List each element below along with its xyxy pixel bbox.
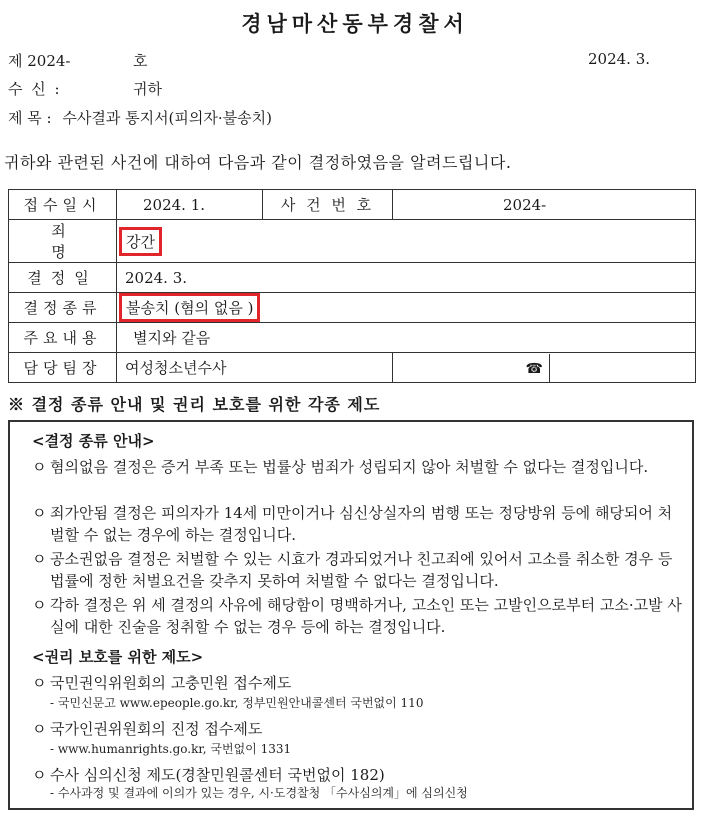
subject-label: 제 목 :: [8, 109, 52, 127]
page-title: 경남마산동부경찰서: [241, 11, 469, 36]
list-item: [32, 502, 682, 546]
list-item-detail: - 수사과정 및 결과에 이의가 있는 경우, 시·도경찰청 「수사심의계」에 심의신청: [50, 786, 468, 800]
decision-date-value: 2024. 3.: [117, 263, 696, 293]
summary-label: 주요내용: [9, 323, 117, 353]
table-row: [9, 293, 696, 323]
list-item: [32, 594, 682, 638]
table-row: [9, 323, 696, 353]
list-item-text: 죄가안됨 결정은 피의자가 14세 미만이거나 심신상실자의 범행 또는 정당방위 등에 해당되어 처벌할 수 없는 경우에 하는 결정입니다.: [50, 504, 673, 544]
telephone-icon: ☎: [525, 360, 543, 377]
case-number-label: 사 건 번 호: [263, 190, 393, 220]
list-item-text: 수사 심의신청 제도(경찰민원콜센터 국번없이 182): [50, 766, 385, 784]
case-number-value: 2024-: [393, 190, 696, 220]
table-row: [9, 190, 696, 220]
list-item-detail: - 국민신문고 www.epeople.go.kr, 정부민원안내콜센터 국번없이 110: [50, 696, 424, 710]
list-item: [32, 764, 682, 786]
recipient-value: 귀하: [133, 80, 162, 98]
list-item: [32, 718, 682, 740]
team-label: 담당팀장: [9, 353, 117, 383]
list-item-text: 국민권익위원회의 고충민원 접수제도: [50, 674, 292, 692]
subject-value: 수사결과 통지서(피의자·불송치): [62, 109, 272, 127]
phone-icon-cell: [393, 354, 550, 382]
charge-value: 강간: [119, 227, 162, 256]
document-number-row: [8, 50, 698, 71]
intro-text: 귀하와 관련된 사건에 대하여 다음과 같이 결정하였음을 알려드립니다.: [4, 153, 512, 172]
list-item: [32, 672, 682, 694]
recipient-row: [8, 78, 162, 99]
rights-title: <권리 보호를 위한 제도>: [32, 648, 204, 666]
charge-label: 죄 명: [9, 220, 117, 263]
document-number-label: 제 2024-: [8, 52, 71, 70]
document-number-suffix: 호: [133, 52, 148, 70]
table-row: [9, 263, 696, 293]
list-item: [32, 456, 682, 478]
notice-title: ※ 결정 종류 안내 및 권리 보호를 위한 각종 제도: [8, 395, 381, 414]
list-item: [32, 548, 682, 592]
list-item-text: 공소권없음 결정은 처벌할 수 있는 시효가 경과되었거나 친고죄에 있어서 고소를 취소한 경우 등 법률에 정한 처벌요건을 갖추지 못하여 처벌할 수 없다는 결정입니다.: [50, 550, 673, 590]
notice-box: [8, 420, 694, 810]
list-item-text: 각하 결정은 위 세 결정의 사유에 해당함이 명백하거나, 고소인 또는 고발인으로부터 고소·고발 사실에 대한 진술을 청취할 수 없는 경우 등에 하는 결정입니다.: [50, 596, 682, 636]
decision-type-value: 불송치 (혐의 없음 ): [119, 293, 260, 322]
table-row: [9, 353, 696, 383]
list-item-text: 국가인권위원회의 진정 접수제도: [50, 720, 263, 738]
decision-type-label: 결정종류: [9, 293, 117, 323]
summary-value: 별지와 같음: [117, 323, 696, 353]
recipient-label: 수 신 :: [8, 80, 62, 98]
bullet-mark: ㅇ: [32, 458, 47, 476]
case-info-table: [8, 189, 696, 383]
decision-date-label: 결정일: [9, 263, 117, 293]
decision-type-cell: [117, 293, 696, 323]
bullet-mark: ㅇ: [32, 674, 47, 692]
bullet-mark: ㅇ: [32, 720, 47, 738]
table-row: [9, 220, 696, 263]
receipt-date-value: 2024. 1.: [117, 190, 263, 220]
bullet-mark: ㅇ: [32, 766, 47, 784]
phone-number-blank: [550, 354, 695, 382]
decision-guide-title: <결정 종류 안내>: [32, 432, 155, 450]
receipt-date-label: 접수일시: [9, 190, 117, 220]
phone-cell: [393, 353, 696, 383]
list-item-text: 혐의없음 결정은 증거 부족 또는 법률상 범죄가 성립되지 않아 처벌할 수 없다는 결정입니다.: [50, 458, 649, 476]
bullet-mark: ㅇ: [32, 596, 47, 614]
charge-cell: [117, 220, 696, 263]
subject-row: [8, 107, 272, 128]
bullet-mark: ㅇ: [32, 550, 47, 568]
list-item-detail: - www.humanrights.go.kr, 국번없이 1331: [50, 742, 292, 756]
team-value: 여성청소년수사: [117, 353, 393, 383]
bullet-mark: ㅇ: [32, 504, 47, 522]
document-date: 2024. 3.: [588, 50, 651, 68]
